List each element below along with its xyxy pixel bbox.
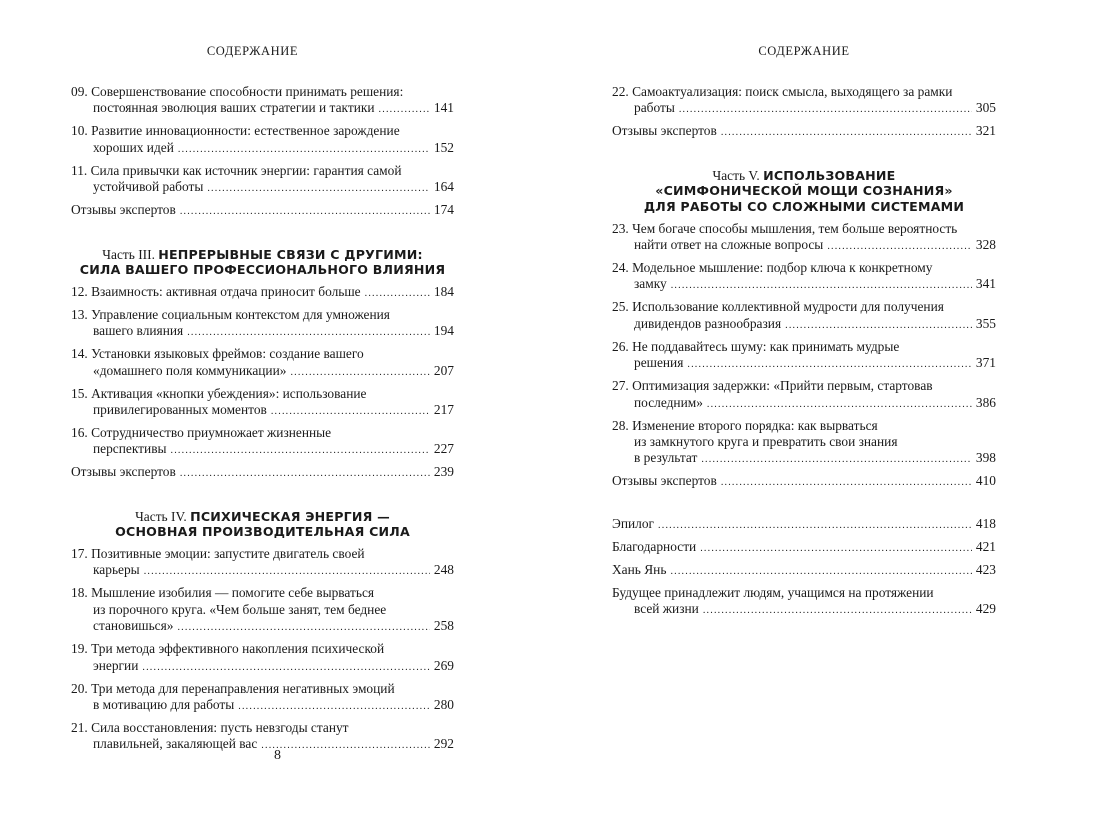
toc-entry [612,539,996,557]
toc-entry [71,681,454,716]
toc-entry [612,84,996,119]
dot-leader [701,452,972,468]
dot-leader [379,102,430,118]
entries-group [612,516,996,620]
dot-leader [142,660,430,676]
entry-title-text: карьеры [93,562,140,578]
entry-page-number: 305 [975,100,996,116]
entry-title-text: становишься» [93,618,174,634]
entry-page-number: 174 [433,202,454,218]
entry-title-text: Отзывы экспертов [71,464,176,480]
entry-last-line [612,601,996,619]
toc-entry [71,464,454,482]
entry-title-text: Хань Янь [612,561,667,577]
toc-entry [612,299,996,334]
entry-title-line: из замкнутого круга и превратить свои знания [634,434,898,450]
toc-entry [612,516,996,534]
dot-leader [707,397,972,413]
entry-page-number: 371 [975,355,996,371]
entry-title-text: в результат [634,450,698,466]
toc-entry [71,641,454,676]
entry-page-number: 341 [975,276,996,292]
part-label: Часть III. [102,246,159,262]
entry-title-line: 20. Три метода для перенаправления негативных эмоций [71,680,395,696]
dot-leader [178,142,430,158]
dot-leader [271,404,430,420]
entry-page-number: 386 [975,394,996,410]
entry-title-line: Будущее принадлежит людям, учащимся на протяжении [612,584,934,600]
entry-title-line: 14. Установки языковых фреймов: создание вашего [71,346,364,362]
entry-last-line [612,473,996,491]
entry-page-number: 418 [975,515,996,531]
toc-entry [612,562,996,580]
entry-page-number: 429 [975,601,996,617]
toc-entry [71,546,454,581]
entry-last-line [71,179,454,197]
entry-page-number: 398 [975,450,996,466]
entry-page-number: 141 [433,100,454,116]
entry-page-number: 239 [433,464,454,480]
toc-entry [612,260,996,295]
entry-last-line [71,202,454,220]
part-title: «СИМФОНИЧЕСКОЙ МОЩИ СОЗНАНИЯ» [655,183,953,199]
entry-title-text: работы [634,100,675,116]
entry-title-line: 19. Три метода эффективного накопления психической [71,641,385,657]
entry-last-line [71,284,454,302]
entry-last-line [71,658,454,676]
entry-last-line [612,562,996,580]
dot-leader [290,365,429,381]
dot-leader [180,204,430,220]
entry-page-number: 152 [433,139,454,155]
part-label: Часть V. [712,167,764,183]
entry-last-line [612,539,996,557]
entry-last-line [71,140,454,158]
toc-entry [612,418,996,469]
entries-group [612,84,996,142]
dot-leader [365,286,430,302]
entry-page-number: 194 [433,323,454,339]
dot-leader [658,518,972,534]
entry-last-line [612,316,996,334]
part-title: ПСИХИЧЕСКАЯ ЭНЕРГИЯ — [190,508,390,524]
dot-leader [700,541,972,557]
dot-leader [670,564,971,580]
entry-last-line [612,123,996,141]
entry-last-line [71,464,454,482]
entry-last-line [71,323,454,341]
entry-last-line [71,562,454,580]
entry-page-number: 269 [433,657,454,673]
entry-last-line [71,441,454,459]
running-head: СОДЕРЖАНИЕ [206,44,299,58]
entry-last-line [612,237,996,255]
entry-title-line: 21. Сила восстановления: пусть невзгоды станут [71,720,349,736]
entry-title-text: 12. Взаимность: активная отдача приносит больше [71,283,361,299]
page-number: 8 [274,748,281,763]
entry-title-line: 26. Не поддавайтесь шуму: как принимать мудрые [612,338,900,354]
entry-title-line: 28. Изменение второго порядка: как вырваться [612,417,878,433]
entry-title-text: привилегированных моментов [93,402,267,418]
toc-entry [71,720,454,755]
dot-leader [721,125,972,141]
dot-leader [703,603,972,619]
part-heading [71,247,454,278]
entry-page-number: 164 [433,179,454,195]
entry-title-line: 10. Развитие инновационности: естественное зарождение [71,123,400,139]
toc-entry [71,284,454,302]
part-title: ДЛЯ РАБОТЫ СО СЛОЖНЫМИ СИСТЕМАМИ [643,199,965,214]
entry-page-number: 207 [433,362,454,378]
entry-title-line: 25. Использование коллективной мудрости для получения [612,299,944,315]
entry-title-text: Отзывы экспертов [612,123,717,139]
entry-title-line: 16. Сотрудничество приумножает жизненные [71,425,332,441]
toc-entry [612,221,996,256]
toc-entry [71,386,454,421]
entry-title-text: в мотивацию для работы [93,697,235,713]
entry-page-number: 355 [975,315,996,331]
entry-last-line [612,355,996,373]
toc-entry [71,202,454,220]
entries-group [71,84,454,221]
dot-leader [261,738,430,754]
entry-title-text: всей жизни [634,601,699,617]
entry-last-line [612,450,996,468]
part-title: СИЛА ВАШЕГО ПРОФЕССИОНАЛЬНОГО ВЛИЯНИЯ [79,262,446,278]
entry-last-line [71,363,454,381]
entry-title-text: Эпилог [612,515,655,531]
toc-entry [71,346,454,381]
part-title: ОСНОВНАЯ ПРОИЗВОДИТЕЛЬНАЯ СИЛА [115,524,410,540]
entry-title-line: 13. Управление социальным контекстом для умножения [71,306,390,322]
entry-page-number: 217 [433,402,454,418]
entries-group [71,546,454,755]
entry-last-line [612,276,996,294]
entry-title-text: перспективы [93,441,167,457]
entry-page-number: 184 [433,283,454,299]
entry-page-number: 328 [975,237,996,252]
part-label: Часть IV. [135,508,191,524]
entry-title-text: замку [634,276,667,292]
entry-last-line [71,100,454,118]
dot-leader [171,443,430,459]
entry-title-line: 18. Мышление изобилия — помогите себе вырваться [71,585,375,601]
entry-title-text: последним» [634,394,703,410]
entry-last-line [71,697,454,715]
dot-leader [687,357,972,373]
toc-entry [612,123,996,141]
part-heading [612,168,996,215]
entry-title-line: из порочного круга. «Чем больше занят, тем беднее [93,601,387,617]
entry-page-number: 321 [975,123,996,139]
entry-title-line: 23. Чем богаче способы мышления, тем больше вероятность [612,220,958,236]
dot-leader [671,278,972,294]
entry-page-number: 258 [433,618,454,634]
entry-page-number: 227 [433,441,454,457]
toc-entry [612,473,996,491]
entry-title-line: 11. Сила привычки как источник энергии: гарантия самой [71,162,402,178]
entry-title-line: 17. Позитивные эмоции: запустите двигатель своей [71,546,365,562]
entry-title-text: вашего влияния [93,323,184,339]
entry-title-line: 24. Модельное мышление: подбор ключа к конкретному [612,260,933,275]
entry-page-number: 280 [433,697,454,713]
dot-leader [187,325,430,341]
entry-last-line [71,618,454,636]
table-of-contents [71,84,454,759]
entry-page-number: 292 [433,736,454,752]
running-head: СОДЕРЖАНИЕ [758,44,850,58]
toc-entry [612,339,996,374]
table-of-contents [612,84,996,624]
part-heading [71,509,454,540]
toc-entry [71,84,454,119]
entry-page-number: 423 [975,561,996,577]
toc-entry [71,123,454,158]
toc-entry [612,378,996,413]
entry-title-text: энергии [93,657,139,673]
entry-title-text: устойчивой работы [93,179,204,195]
entry-title-line: 09. Совершенствование способности принимать решения: [71,84,404,99]
toc-entry [612,585,996,620]
entry-title-text: Отзывы экспертов [71,202,176,218]
toc-entry [71,307,454,342]
entry-title-line: 22. Самоактуализация: поиск смысла, выходящего за рамки [612,84,953,99]
part-title: НЕПРЕРЫВНЫЕ СВЯЗИ С ДРУГИМИ: [158,246,423,262]
dot-leader [180,466,430,482]
entry-last-line [612,516,996,534]
entry-last-line [71,736,454,754]
entry-title-text: дивидендов разнообразия [634,315,782,331]
entry-title-text: плавильней, закаляющей вас [93,736,258,752]
dot-leader [177,620,429,636]
entry-page-number: 421 [975,538,996,554]
entries-group [612,221,996,492]
entry-title-line: 15. Активация «кнопки убеждения»: использование [71,385,367,401]
entry-title-text: найти ответ на сложные вопросы [634,237,824,252]
entry-title-line: 27. Оптимизация задержки: «Прийти первым, стартовав [612,378,933,394]
dot-leader [785,318,972,334]
part-title: ИСПОЛЬЗОВАНИЕ [763,167,896,183]
dot-leader [238,699,430,715]
entry-title-text: «домашнего поля коммуникации» [93,362,287,378]
entry-title-text: постоянная эволюция ваших стратегии и тактики [93,100,375,116]
entry-title-text: хороших идей [93,139,174,155]
entry-title-text: решения [634,355,684,371]
entries-group [71,284,454,483]
entry-title-text: Благодарности [612,538,697,554]
entry-title-text: Отзывы экспертов [612,473,717,489]
toc-entry [71,425,454,460]
toc-entry [71,585,454,636]
entry-last-line [71,402,454,420]
entry-last-line [612,395,996,413]
dot-leader [827,239,972,255]
toc-entry [71,163,454,198]
entry-page-number: 248 [433,562,454,578]
dot-leader [207,181,430,197]
dot-leader [679,102,972,118]
entry-last-line [612,100,996,118]
entry-page-number: 410 [975,473,996,489]
dot-leader [144,564,430,580]
dot-leader [721,475,972,491]
